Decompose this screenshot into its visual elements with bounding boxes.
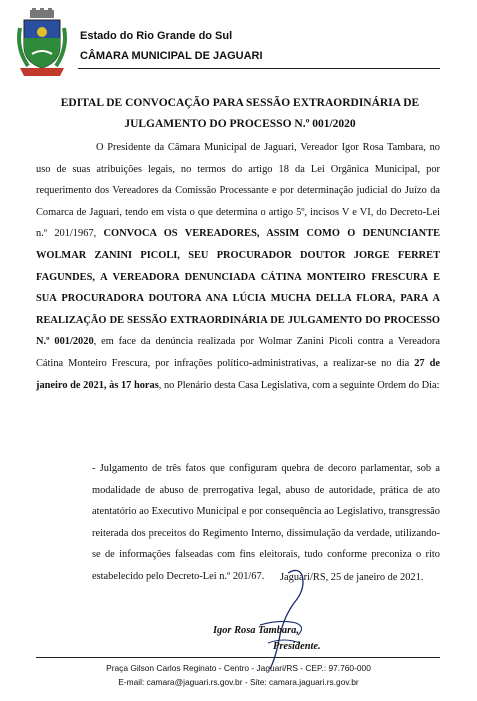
- signatory-name: Igor Rosa Tambara,: [213, 625, 299, 636]
- agenda-text: - Julgamento de três fatos que configuram quebra de decoro parlamentar, sob a modalidade de abuso de prerrogativa legal, abuso de autoridade, prática de ato atentatório ao Executivo Municipal e por consequência ao Legislativo, transgressão reiterada dos preceitos do Regimento Interno, dissimulação da verdade, utilizando-se de informações falseadas com fins eleitorais, tudo conforme preconiza o rito estabelecido pelo Decreto-Lei n.º 201/67.: [92, 463, 440, 582]
- signatory-role: Presidente.: [273, 641, 321, 652]
- place-date: Jaguari/RS, 25 de janeiro de 2021.: [280, 572, 424, 583]
- session-time: às 17 horas: [109, 379, 159, 391]
- footer-divider: [36, 657, 440, 658]
- footer-contact: E-mail: camara@jaguari.rs.gov.br - Site: camara.jaguari.rs.gov.br: [118, 677, 359, 687]
- chamber-name: CÂMARA MUNICIPAL DE JAGUARI: [80, 50, 263, 62]
- date-separator: ,: [103, 379, 110, 391]
- body-convocation: CONVOCA OS VEREADORES, ASSIM COMO O DENUNCIANTE WOLMAR ZANINI PICOLI, SEU PROCURADOR DOUTOR JORGE FERRET FAGUNDES, A VEREADORA DENUNCIADA CÁTINA MONTEIRO FRESCURA E SUA PROCURADORA DOUTORA ANA LÚCIA MUCHA DELLA FLORA, PARA A REALIZAÇÃO DE SESSÃO EXTRAORDINÁRIA DE JULGAMENTO DO PROCESSO N.º 001/2020: [36, 228, 440, 348]
- body-text: [36, 137, 440, 396]
- session-date: 27 de janeiro de 2021: [36, 357, 440, 391]
- header-divider: [78, 68, 440, 69]
- footer-address: Praça Gilson Carlos Reginato - Centro - Jaguari/RS - CEP.: 97.760-000: [106, 663, 371, 673]
- body-paragraph: [36, 137, 440, 396]
- title-line-1: EDITAL DE CONVOCAÇÃO PARA SESSÃO EXTRAORDINÁRIA DE: [60, 97, 420, 109]
- state-name: Estado do Rio Grande do Sul: [80, 30, 233, 42]
- title-line-2: JULGAMENTO DO PROCESSO N.º 001/2020: [124, 118, 356, 130]
- body-middle: , em face da denúncia realizada por Wolmar Zanini Picoli contra a Vereadora Cátina Monteiro Frescura, por infrações político-administrativas, a realizar-se no dia: [36, 336, 440, 369]
- handwritten-signature: [240, 565, 340, 675]
- body-intro: O Presidente da Câmara Municipal de Jaguari, Vereador Igor Rosa Tambara, no uso de suas atribuições legais, no termos do artigo 18 da Lei Orgânica Municipal, por requerimento dos Vereadores da Comissão Processante e por determinação judicial do Juízo da Comarca de Jaguari, tendo em vista o que determina o artigo 5º, incisos V e VI, do Decreto-Lei n.º 201/1967,: [36, 142, 440, 240]
- coat-of-arms-icon: [14, 8, 70, 78]
- body-end: , no Plenário desta Casa Legislativa, com a seguinte Ordem do Dia:: [158, 379, 440, 391]
- document-title: [40, 93, 440, 135]
